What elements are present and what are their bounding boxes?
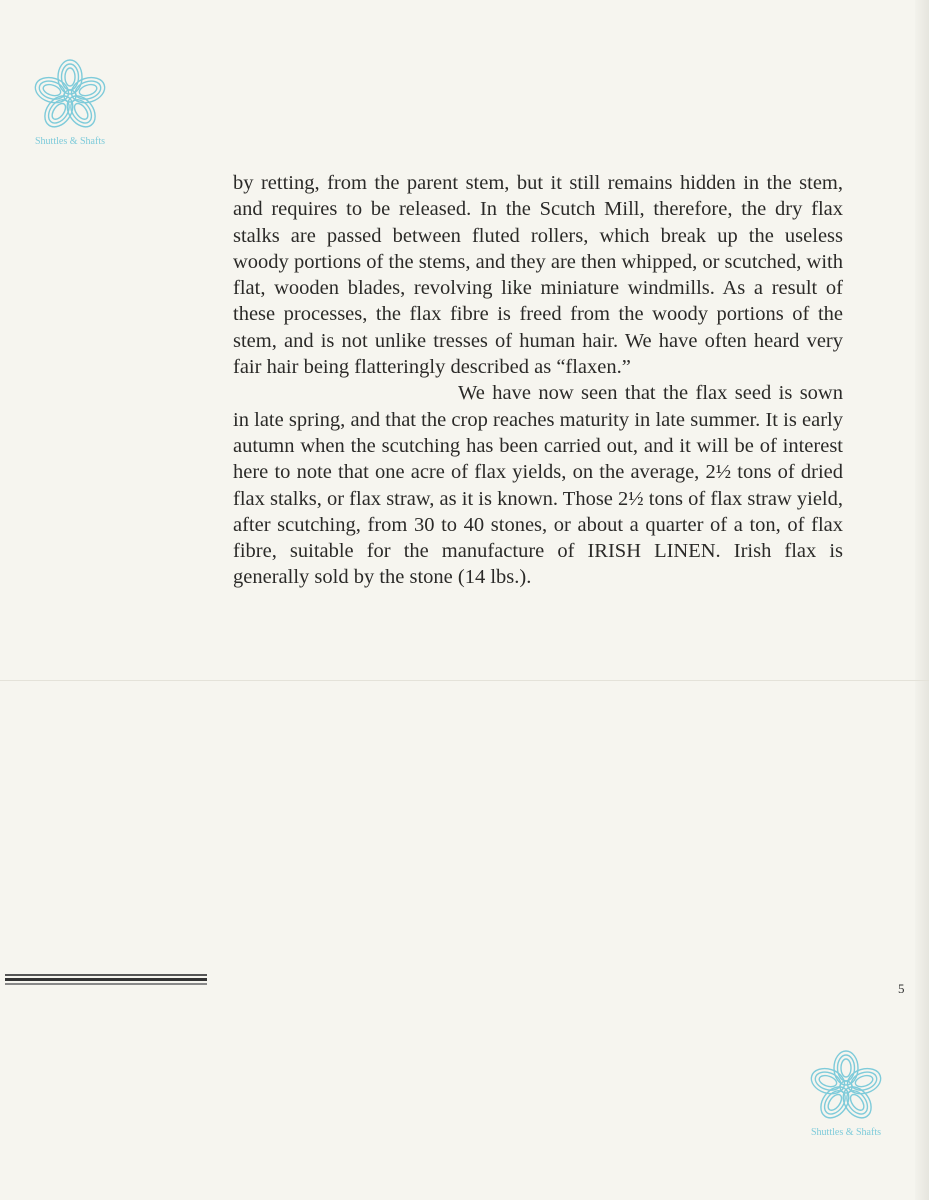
paragraph: We have now seen that the flax seed is sown in late spring, and that the crop reaches maturity in late summer. It is early autumn when the scutching has been carried out, and it will be of interest here to note that one acre of flax yields, on the average, 2½ tons of dried flax stalks, or flax straw, as it is known. Those 2½ tons of flax straw yield, after scutching, from 30 to 40 stones, or about a quarter of a ton, of flax fibre, suitable for the manufacture of IRISH LINEN. Irish flax is generally sold by the stone (14 lbs.). — [233, 382, 843, 589]
body-text — [233, 170, 843, 591]
page-fold-line — [0, 680, 929, 681]
petal-loop — [825, 1092, 844, 1112]
petal-loop — [72, 101, 91, 121]
petal-loop — [32, 73, 72, 106]
logo-text: Shuttles & Shafts — [34, 136, 105, 147]
petal-loop — [49, 101, 68, 121]
page-edge — [915, 0, 929, 1200]
paragraph: by retting, from the parent stem, but it still remains hidden in the stem, and requires to be released. In the Scutch Mill, therefore, the dry flax stalks are passed between fluted rollers, which break up the useless woody portions of the stems, and they are then whipped, or scutched, with flat, wooden blades, revolving like miniature windmills. As a result of these processes, the flax fibre is freed from the woody portions of the stem, and is not unlike tresses of human hair. We have often heard very fair hair being flatteringly described as “flaxen.” — [233, 172, 843, 379]
petal-loop — [848, 1092, 867, 1112]
petal-loop — [841, 1059, 851, 1077]
petal-loop — [808, 1064, 848, 1097]
knot-flower-icon — [30, 56, 110, 136]
knot-flower-icon — [806, 1047, 886, 1127]
page-number: 5 — [898, 981, 905, 996]
scan-rule-marks — [5, 974, 207, 984]
petal-loop — [65, 68, 75, 86]
logo-text: Shuttles & Shafts — [810, 1127, 881, 1138]
shuttles-shafts-logo — [798, 1047, 894, 1138]
shuttles-shafts-logo — [22, 56, 118, 147]
